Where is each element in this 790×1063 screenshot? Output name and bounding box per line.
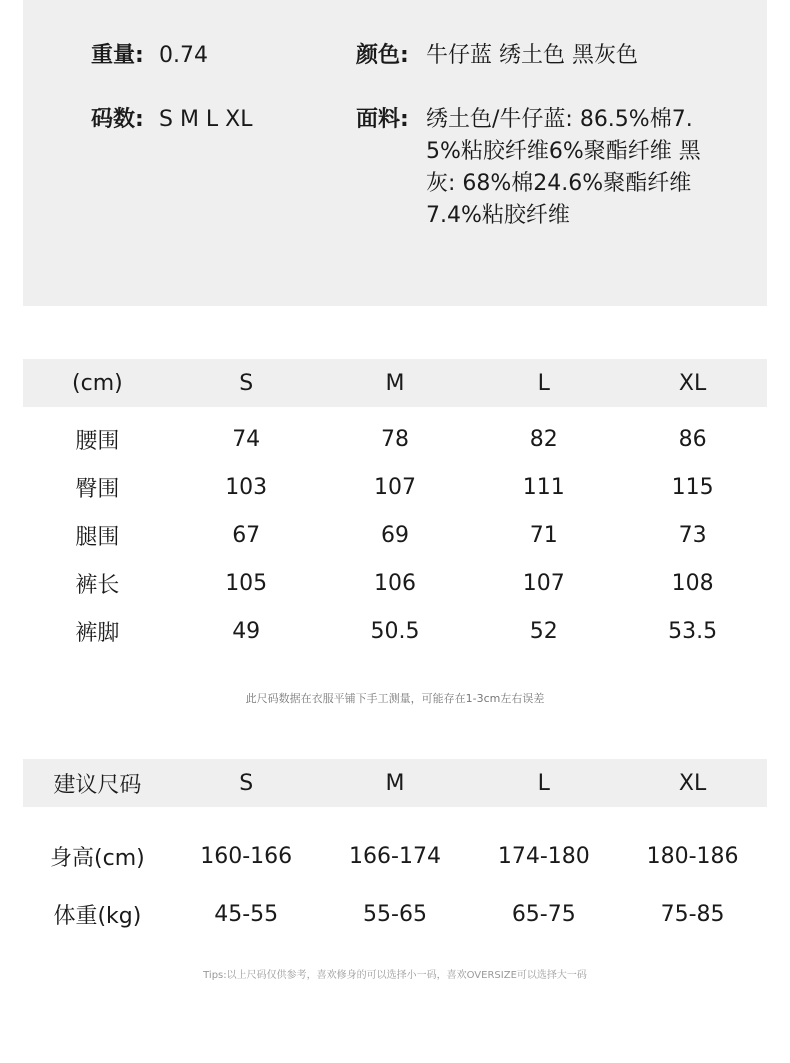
spacer-row <box>23 807 767 827</box>
table-cell: 49 <box>232 618 261 644</box>
table-cell: 臀围 <box>75 476 120 502</box>
tips-note: Tips:以上尺码仅供参考，喜欢修身的可以选择小一码，喜欢OVERSIZE可以选择大一码 <box>203 970 587 981</box>
colors-info <box>356 40 638 72</box>
fabric-label: 面料: <box>356 107 409 132</box>
colors-value: 牛仔蓝 绣土色 黑灰色 <box>426 43 638 68</box>
recommended-size-header-cell: 建议尺码 <box>23 759 172 807</box>
table-cell: 71 <box>529 522 558 548</box>
weight-value: 0.74 <box>159 43 208 68</box>
recommended-size-header-cell: L <box>469 759 618 807</box>
table-cell: 174-180 <box>497 843 590 869</box>
table-cell: 166-174 <box>349 843 441 869</box>
table-row <box>23 827 767 885</box>
table-cell: 腿围 <box>75 524 120 550</box>
table-cell: 67 <box>232 522 261 548</box>
size-chart-header-cell: (cm) <box>23 359 172 407</box>
size-chart-table <box>23 359 767 655</box>
size-chart-header-cell: M <box>321 359 470 407</box>
recommended-size-header-cell: XL <box>618 759 767 807</box>
table-cell: 111 <box>522 474 565 500</box>
size-chart-header-row <box>23 359 767 407</box>
table-row <box>23 885 767 943</box>
table-row <box>23 607 767 655</box>
table-cell: 107 <box>373 474 416 500</box>
table-cell: 106 <box>373 570 416 596</box>
table-cell: 105 <box>225 570 268 596</box>
table-cell: 腰围 <box>75 428 120 454</box>
table-cell: 74 <box>232 426 261 452</box>
table-cell: 50.5 <box>370 618 420 644</box>
size-chart-header-cell: L <box>469 359 618 407</box>
table-cell: 裤长 <box>75 572 120 598</box>
spacer-cell <box>23 407 767 415</box>
table-row <box>23 559 767 607</box>
table-cell: 体重(kg) <box>53 903 142 929</box>
table-row <box>23 463 767 511</box>
fabric-info <box>356 104 701 228</box>
table-cell: 裤脚 <box>75 620 120 646</box>
table-row <box>23 511 767 559</box>
table-cell: 160-166 <box>200 843 293 869</box>
fabric-value: 绣土色/牛仔蓝: 86.5%棉7.5%粘胶纤维6%聚酯纤维 黑灰: 68%棉24.6%聚酯纤维7.4%粘胶纤维 <box>426 107 701 228</box>
product-info-panel <box>23 0 767 306</box>
table-cell: 103 <box>225 474 268 500</box>
recommended-size-header-cell: M <box>321 759 470 807</box>
table-cell: 82 <box>529 426 558 452</box>
sizes-value: S M L XL <box>159 107 253 132</box>
table-row <box>23 415 767 463</box>
sizes-label: 码数: <box>91 107 144 132</box>
sizes-info <box>91 104 253 136</box>
spacer-row <box>23 407 767 415</box>
weight-label: 重量: <box>91 43 144 68</box>
table-cell: 86 <box>678 426 707 452</box>
table-cell: 身高(cm) <box>50 845 145 871</box>
table-cell: 75-85 <box>660 901 725 927</box>
size-chart-header-cell: XL <box>618 359 767 407</box>
table-cell: 52 <box>529 618 558 644</box>
table-cell: 180-186 <box>646 843 739 869</box>
table-cell: 55-65 <box>363 901 427 927</box>
table-cell: 108 <box>671 570 714 596</box>
recommended-size-header-cell: S <box>172 759 321 807</box>
measurement-note: 此尺码数据在衣服平铺下手工测量，可能存在1-3cm左右误差 <box>245 692 545 705</box>
table-cell: 107 <box>522 570 565 596</box>
table-cell: 69 <box>380 522 409 548</box>
table-cell: 65-75 <box>511 901 576 927</box>
weight-info <box>91 40 208 72</box>
table-cell: 53.5 <box>668 618 718 644</box>
colors-label: 颜色: <box>356 43 409 68</box>
recommended-size-header-row <box>23 759 767 807</box>
table-cell: 73 <box>678 522 707 548</box>
table-cell: 45-55 <box>214 901 279 927</box>
spacer-cell <box>23 807 767 827</box>
table-cell: 78 <box>380 426 409 452</box>
size-chart-header-cell: S <box>172 359 321 407</box>
recommended-size-table <box>23 759 767 943</box>
table-cell: 115 <box>671 474 714 500</box>
